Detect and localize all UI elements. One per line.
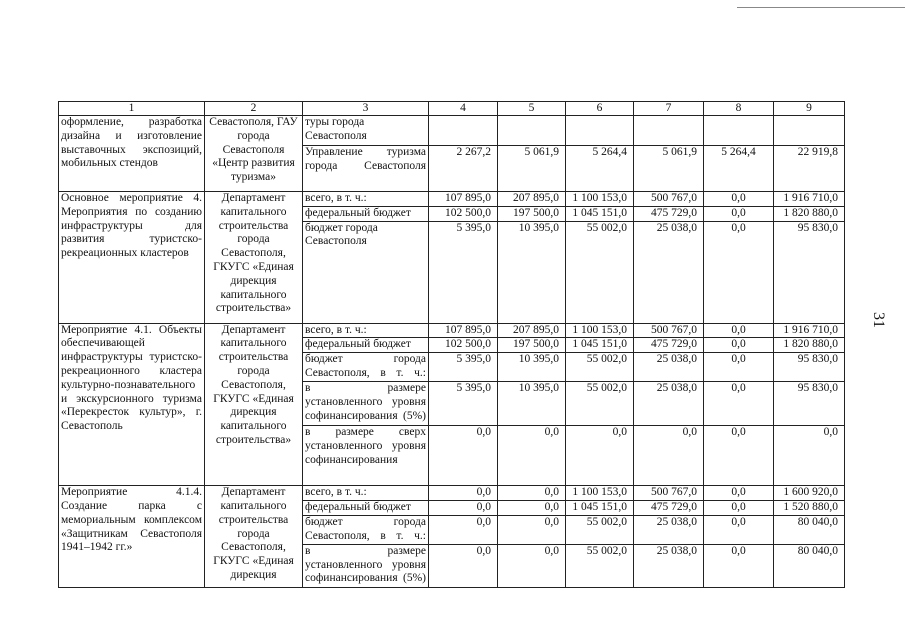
value-cell: [429, 116, 498, 146]
value-cell: 0,0: [498, 515, 566, 544]
value-cell: 0,0: [498, 544, 566, 587]
value-cell: 1 045 151,0: [566, 206, 634, 221]
value-cell: 80 040,0: [774, 515, 845, 544]
value-cell: 5 395,0: [429, 382, 498, 426]
value-cell: [774, 116, 845, 146]
header-cell: 1: [59, 102, 205, 116]
header-cell: 3: [303, 102, 429, 116]
value-cell: 0,0: [704, 515, 774, 544]
value-cell: 0,0: [704, 338, 774, 353]
funding-source: в размере установленного уровня софинансирования (5%): [303, 382, 429, 426]
value-cell: 25 038,0: [634, 353, 704, 382]
table-row: [59, 323, 845, 338]
header-cell: 4: [429, 102, 498, 116]
value-cell: 95 830,0: [774, 221, 845, 323]
value-cell: [498, 116, 566, 146]
funding-source: всего, в т. ч.:: [303, 486, 429, 501]
value-cell: 5 061,9: [634, 146, 704, 192]
value-cell: 5 264,4: [704, 146, 774, 192]
value-cell: 55 002,0: [566, 353, 634, 382]
page-number: 31: [870, 312, 887, 328]
header-cell: 5: [498, 102, 566, 116]
value-cell: 1 100 153,0: [566, 192, 634, 207]
table-row: [59, 116, 845, 146]
value-cell: 0,0: [704, 206, 774, 221]
value-cell: 10 395,0: [498, 221, 566, 323]
value-cell: 55 002,0: [566, 382, 634, 426]
value-cell: 1 600 920,0: [774, 486, 845, 501]
value-cell: 55 002,0: [566, 544, 634, 587]
value-cell: 5 395,0: [429, 221, 498, 323]
value-cell: 25 038,0: [634, 382, 704, 426]
value-cell: 10 395,0: [498, 382, 566, 426]
value-cell: 197 500,0: [498, 338, 566, 353]
value-cell: 95 830,0: [774, 353, 845, 382]
measure-name: оформление, разработка дизайна и изготовление выставочных экспозиций, мобильных стендов: [59, 116, 205, 192]
value-cell: 0,0: [498, 500, 566, 515]
value-cell: 0,0: [704, 221, 774, 323]
funding-source: бюджет города Севастополя, в т. ч.:: [303, 353, 429, 382]
executor: Департамент капитального строительства города Севастополя, ГКУГС «Единая дирекция капитального строительства»: [205, 323, 303, 486]
funding-source: федеральный бюджет: [303, 206, 429, 221]
value-cell: 500 767,0: [634, 486, 704, 501]
value-cell: 0,0: [704, 500, 774, 515]
header-cell: 8: [704, 102, 774, 116]
value-cell: 500 767,0: [634, 323, 704, 338]
value-cell: 0,0: [704, 353, 774, 382]
value-cell: 207 895,0: [498, 323, 566, 338]
value-cell: 0,0: [704, 323, 774, 338]
funding-source: бюджет города Севастополя, в т. ч.:: [303, 515, 429, 544]
value-cell: 107 895,0: [429, 192, 498, 207]
value-cell: 1 045 151,0: [566, 500, 634, 515]
executor: Департамент капитального строительства города Севастополя, ГКУГС «Единая дирекция капитального строительства»: [205, 192, 303, 324]
funding-source: в размере сверх установленного уровня софинансирования: [303, 426, 429, 486]
value-cell: 0,0: [429, 515, 498, 544]
value-cell: 0,0: [429, 500, 498, 515]
value-cell: 102 500,0: [429, 206, 498, 221]
value-cell: 1 520 880,0: [774, 500, 845, 515]
value-cell: 0,0: [429, 486, 498, 501]
value-cell: 0,0: [704, 192, 774, 207]
value-cell: 0,0: [429, 544, 498, 587]
value-cell: 0,0: [429, 426, 498, 486]
value-cell: 1 100 153,0: [566, 323, 634, 338]
top-rule: [737, 7, 905, 8]
funding-source: в размере установленного уровня софинансирования (5%): [303, 544, 429, 587]
value-cell: 5 264,4: [566, 146, 634, 192]
value-cell: 0,0: [704, 544, 774, 587]
value-cell: 5 061,9: [498, 146, 566, 192]
budget-table: [58, 101, 845, 588]
value-cell: 2 267,2: [429, 146, 498, 192]
funding-source: бюджет города Севастополя: [303, 221, 429, 323]
value-cell: 0,0: [498, 486, 566, 501]
value-cell: 1 820 880,0: [774, 206, 845, 221]
value-cell: 475 729,0: [634, 206, 704, 221]
value-cell: [704, 116, 774, 146]
value-cell: 22 919,8: [774, 146, 845, 192]
funding-source: федеральный бюджет: [303, 338, 429, 353]
funding-source: всего, в т. ч.:: [303, 323, 429, 338]
value-cell: 197 500,0: [498, 206, 566, 221]
value-cell: 1 916 710,0: [774, 192, 845, 207]
value-cell: 25 038,0: [634, 515, 704, 544]
value-cell: 1 916 710,0: [774, 323, 845, 338]
header-cell: 6: [566, 102, 634, 116]
value-cell: [634, 116, 704, 146]
value-cell: 500 767,0: [634, 192, 704, 207]
executor: Департамент капитального строительства города Севастополя, ГКУГС «Единая дирекция: [205, 486, 303, 588]
header-cell: 7: [634, 102, 704, 116]
value-cell: 0,0: [634, 426, 704, 486]
value-cell: 102 500,0: [429, 338, 498, 353]
value-cell: 0,0: [704, 382, 774, 426]
value-cell: 55 002,0: [566, 221, 634, 323]
value-cell: 1 100 153,0: [566, 486, 634, 501]
value-cell: 95 830,0: [774, 382, 845, 426]
funding-source: всего, в т. ч.:: [303, 192, 429, 207]
table-row: [59, 192, 845, 207]
value-cell: 1 820 880,0: [774, 338, 845, 353]
header-cell: 9: [774, 102, 845, 116]
value-cell: 55 002,0: [566, 515, 634, 544]
executor: Севастополя, ГАУ города Севастополя «Центр развития туризма»: [205, 116, 303, 192]
value-cell: 475 729,0: [634, 500, 704, 515]
measure-name: Мероприятие 4.1. Объекты обеспечивающей инфраструктуры туристско-рекреационного кластера культурно-познавательного и экскурсионного туризма «Перекресток культур», г. Севастополь: [59, 323, 205, 486]
funding-source: федеральный бюджет: [303, 500, 429, 515]
value-cell: 1 045 151,0: [566, 338, 634, 353]
header-cell: 2: [205, 102, 303, 116]
funding-source: туры города Севастополя: [303, 116, 429, 146]
value-cell: 475 729,0: [634, 338, 704, 353]
value-cell: 10 395,0: [498, 353, 566, 382]
value-cell: 5 395,0: [429, 353, 498, 382]
value-cell: 80 040,0: [774, 544, 845, 587]
funding-source: Управление туризма города Севастополя: [303, 146, 429, 192]
table-row: [59, 486, 845, 501]
value-cell: 0,0: [704, 426, 774, 486]
value-cell: 0,0: [774, 426, 845, 486]
value-cell: [566, 116, 634, 146]
measure-name: Основное мероприятие 4. Мероприятия по созданию инфраструктуры для развития туристско-рекреационных кластеров: [59, 192, 205, 324]
value-cell: 107 895,0: [429, 323, 498, 338]
value-cell: 0,0: [704, 486, 774, 501]
value-cell: 25 038,0: [634, 544, 704, 587]
value-cell: 0,0: [498, 426, 566, 486]
value-cell: 25 038,0: [634, 221, 704, 323]
value-cell: 0,0: [566, 426, 634, 486]
value-cell: 207 895,0: [498, 192, 566, 207]
header-row: [59, 102, 845, 116]
measure-name: Мероприятие 4.1.4. Создание парка с мемориальным комплексом «Защитникам Севастополя 1941–1942 гг.»: [59, 486, 205, 588]
